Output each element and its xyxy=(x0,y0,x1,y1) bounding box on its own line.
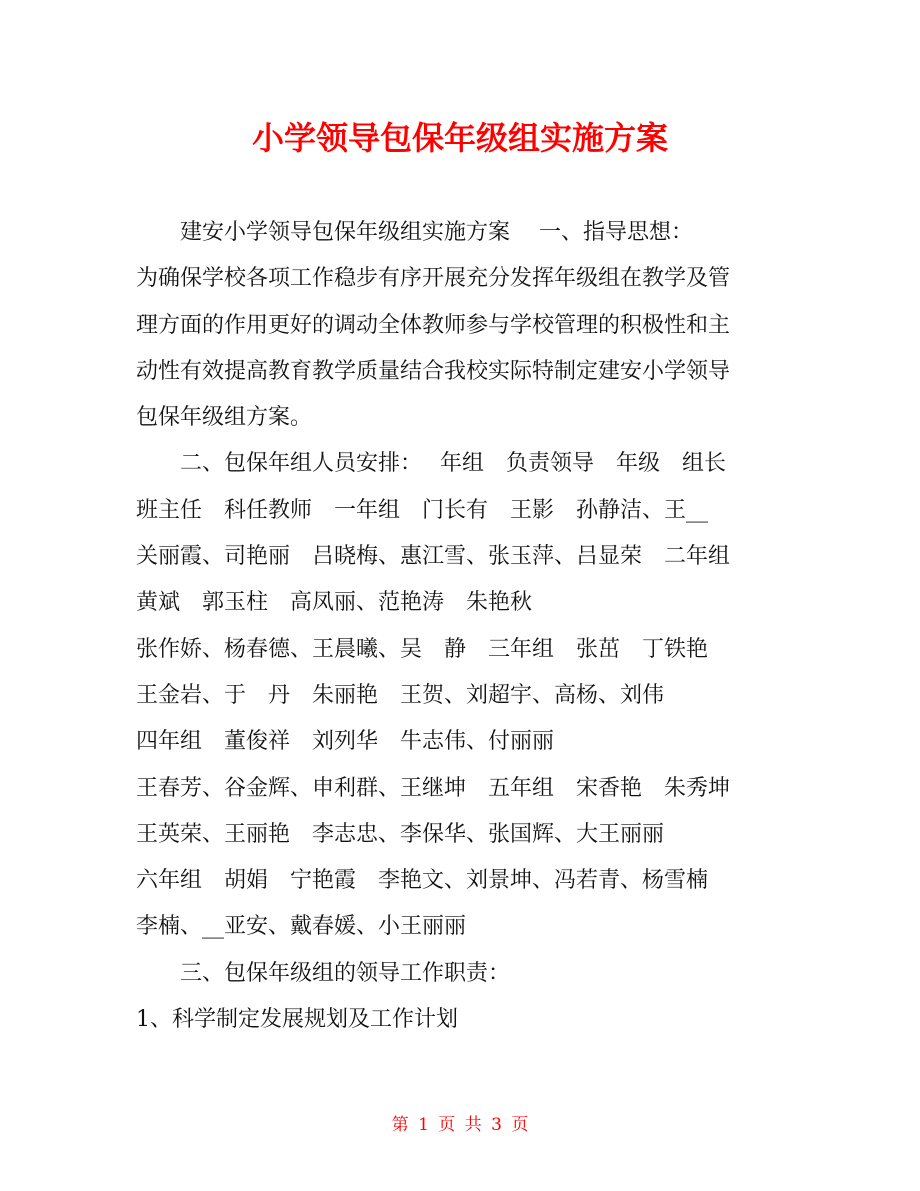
paragraph-line: 三、包保年级组的领导工作职责： xyxy=(180,960,511,986)
paragraph-line: 四年组 董俊祥 刘列华 牛志伟、付丽丽 xyxy=(136,729,555,755)
paragraph-line: 李楠、__亚安、戴春媛、小王丽丽 xyxy=(136,914,467,940)
paragraph-line: 王金岩、于 丹 朱丽艳 王贺、刘超宇、高杨、刘伟 xyxy=(136,682,665,708)
paragraph-line: 为确保学校各项工作稳步有序开展充分发挥年级组在教学及管 xyxy=(136,266,731,292)
paragraph-line: 二、包保年组人员安排： 年组 负责领导 年级 组长 xyxy=(180,451,726,477)
paragraph-line: 王英荣、王丽艳 李志忠、李保华、张国辉、大王丽丽 xyxy=(136,821,665,847)
page-footer: 第 1 页 共 3 页 xyxy=(391,1115,529,1135)
paragraph-line: 班主任 科任教师 一年组 门长有 王影 孙静洁、王__ xyxy=(136,497,709,523)
paragraph-line: 1、科学制定发展规划及工作计划 xyxy=(136,1007,458,1033)
paragraph-line: 理方面的作用更好的调动全体教师参与学校管理的积极性和主 xyxy=(136,312,731,338)
document-body xyxy=(136,210,796,1043)
paragraph-line: 关丽霞、司艳丽 吕晓梅、惠江雪、张玉萍、吕显荣 二年组 xyxy=(136,544,731,570)
document-title: 小学领导包保年级组实施方案 xyxy=(251,119,668,157)
paragraph-line: 王春芳、谷金辉、申利群、王继坤 五年组 宋香艳 朱秀坤 xyxy=(136,775,731,801)
paragraph-line: 张作娇、杨春德、王晨曦、吴 静 三年组 张茁 丁铁艳 xyxy=(136,636,709,662)
paragraph-line: 包保年级组方案。 xyxy=(136,405,313,431)
paragraph-line: 建安小学领导包保年级组实施方案 一、指导思想： xyxy=(180,220,693,245)
paragraph-line: 六年组 胡娟 宁艳霞 李艳文、刘景坤、冯若青、杨雪楠 xyxy=(136,868,709,894)
paragraph-line: 黄斌 郭玉柱 高凤丽、范艳涛 朱艳秋 xyxy=(136,590,533,616)
paragraph-line: 动性有效提高教育教学质量结合我校实际特制定建安小学领导 xyxy=(136,358,731,384)
